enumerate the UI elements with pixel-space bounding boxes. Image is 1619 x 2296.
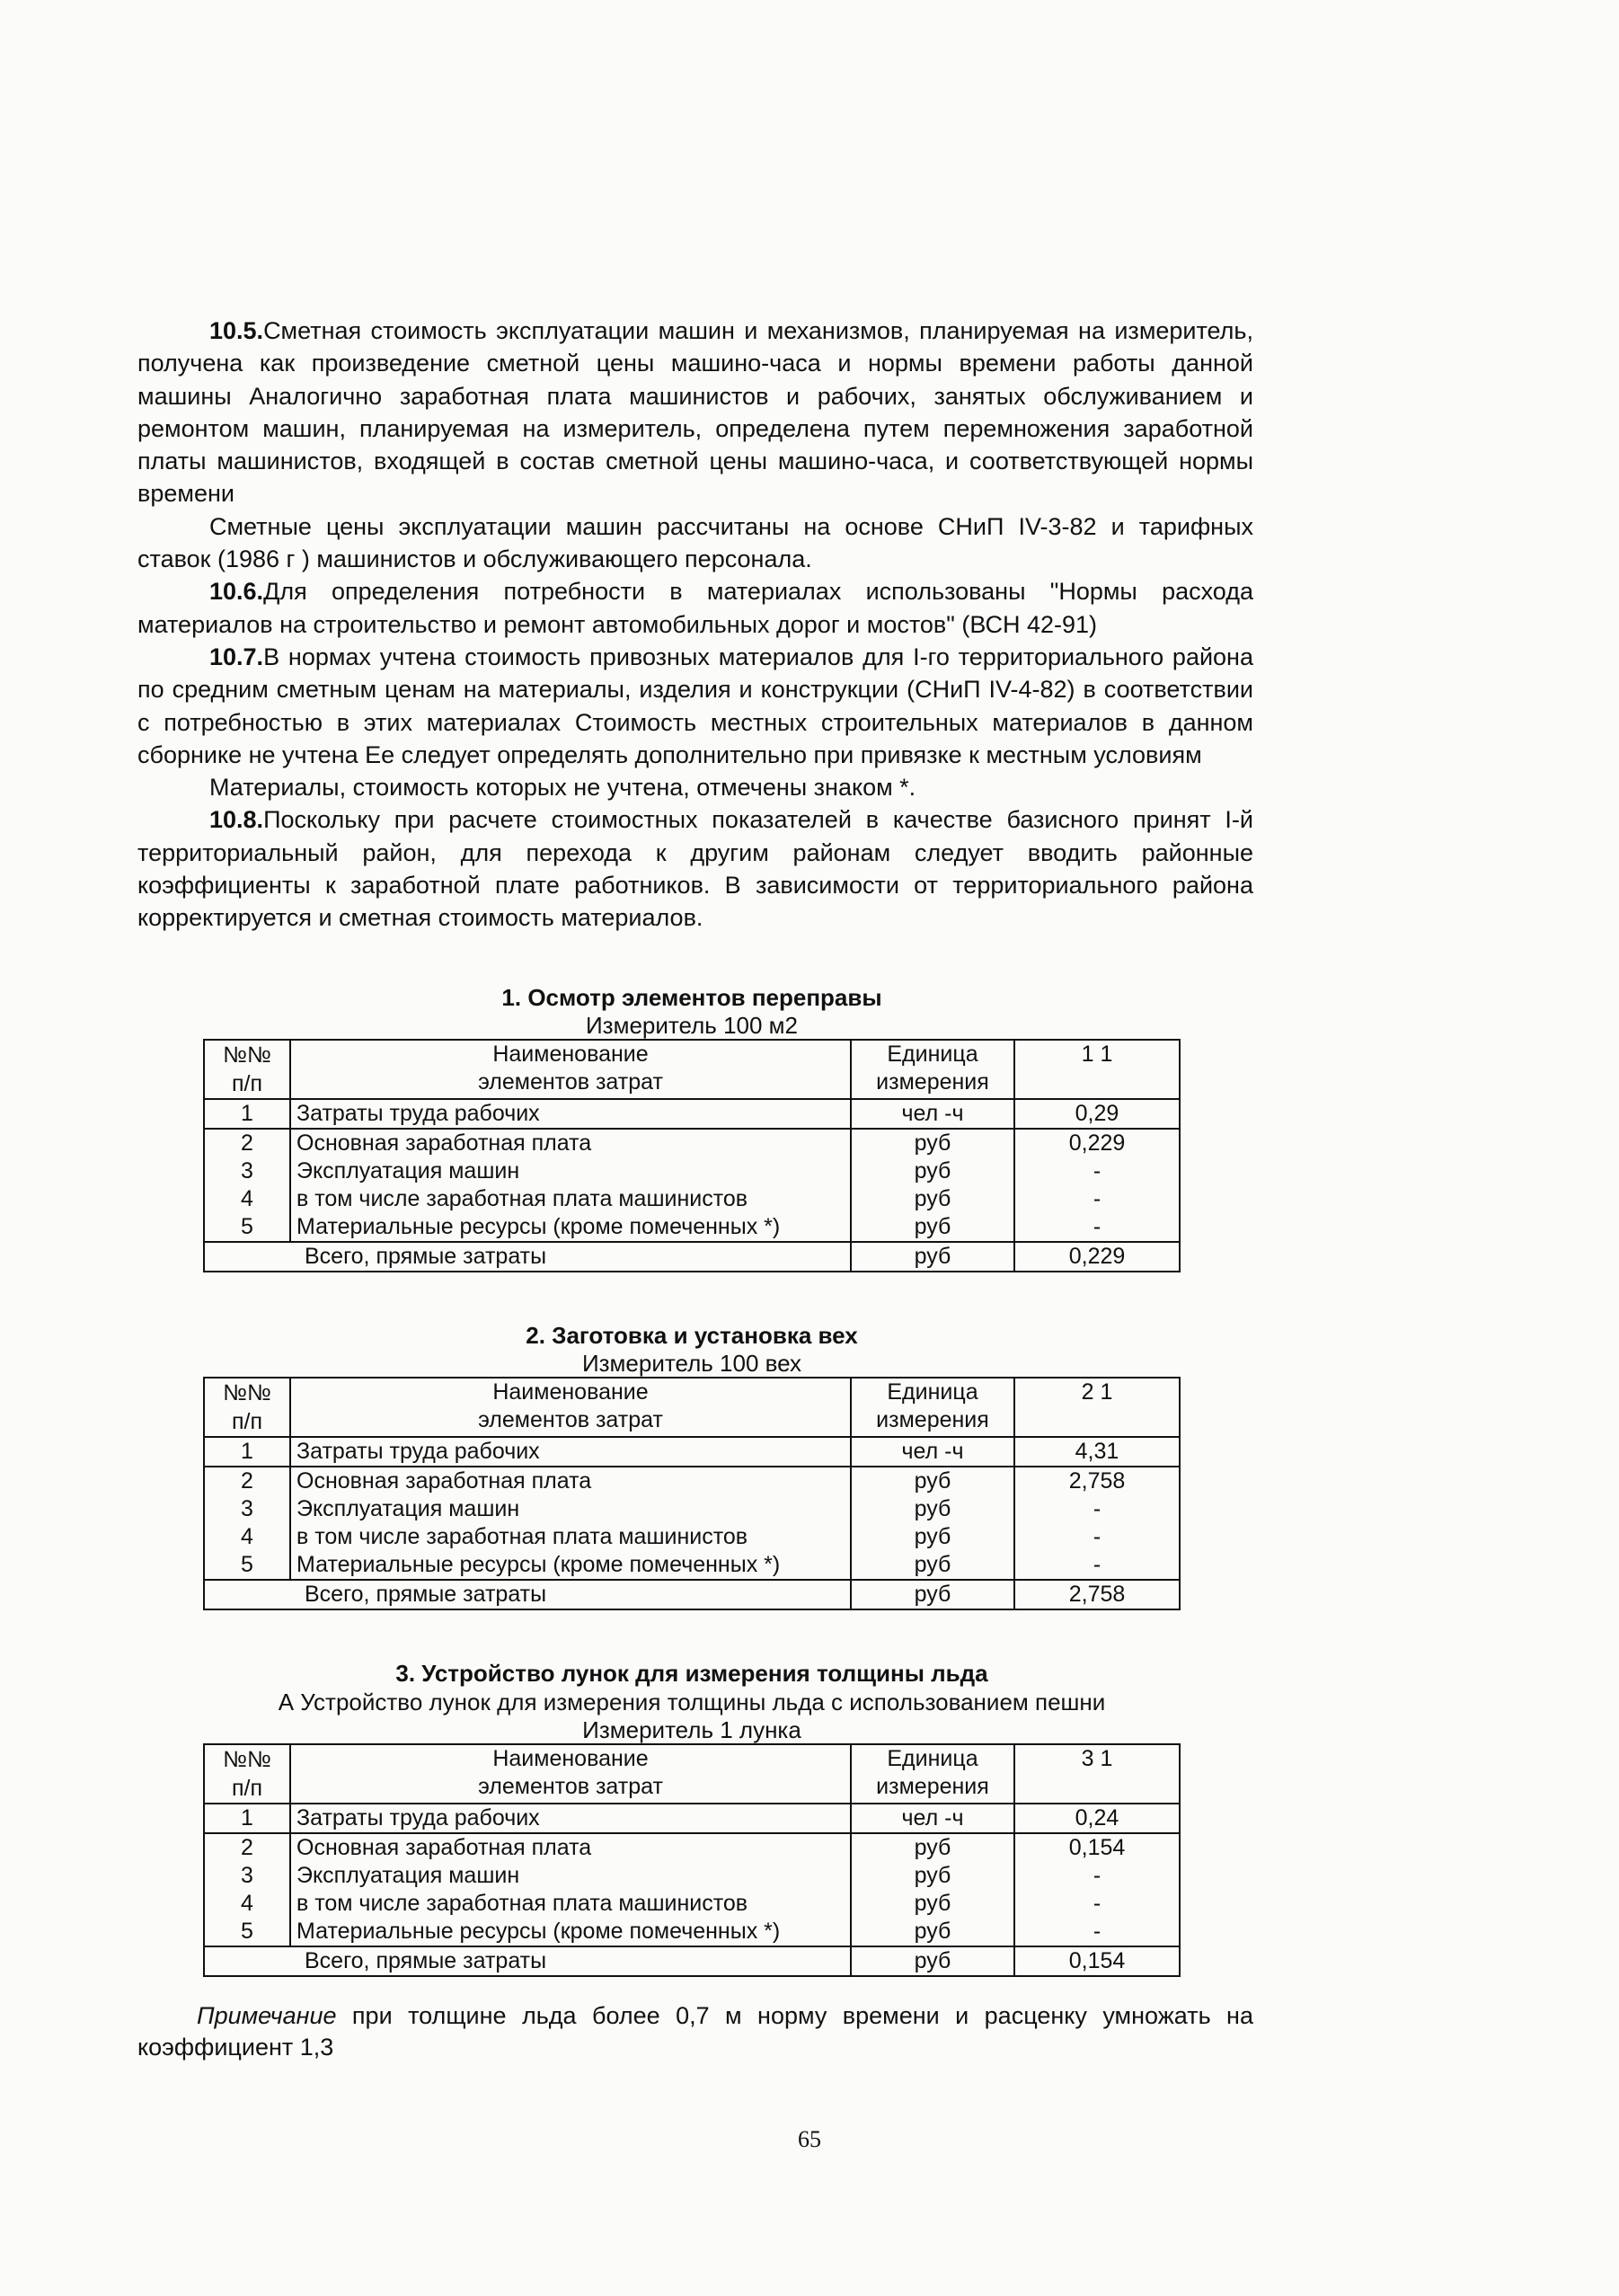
norm-code: 3 1 [1014,1744,1180,1804]
table-row: 4 в том числе заработная плата машинистов руб - [204,1185,1180,1213]
section-title: 1. Осмотр элементов переправы [501,984,882,1011]
table-row: 3 Эксплуатация машин руб - [204,1862,1180,1890]
table-row: 2 Основная заработная плата руб 0,229 [204,1129,1180,1157]
section-measure: Измеритель 1 лунка [582,1716,801,1743]
section-measure: Измеритель 100 вех [581,1350,802,1377]
norm-table-3 [203,1743,1181,1977]
norm-table-2 [203,1377,1181,1610]
table-row: 5 Материальные ресурсы (кроме помеченных *) руб - [204,1551,1180,1580]
section-2 [203,1321,1181,1610]
table-row: 2 Основная заработная плата руб 0,154 [204,1833,1180,1862]
section-measure: Измеритель 100 м2 [585,1012,799,1039]
page-number: 65 [798,2126,821,2152]
body-text [137,315,1253,935]
table-row: 5 Материальные ресурсы (кроме помеченных *) руб - [204,1213,1180,1242]
norm-table-1 [203,1039,1181,1272]
table-row: 4 в том числе заработная плата машинистов руб - [204,1523,1180,1551]
paragraph-10-7: 10.7.В нормах учтена стоимость привозных материалов для I-го территориального района по средним сметным ценам на материалы, изделия и конструкции (СНиП IV-4-82) в соответствии с потребностью в этих материалах Стоимость местных строительных материалов в данном сборнике не учтена Ее следует определять дополнительно при привязке к местным условиям [137,643,1253,768]
table-header-row: №№ п/п Наименование элементов затрат Единица измерения 1 1 [204,1040,1180,1099]
paragraph-materials-note: Материалы, стоимость которых не учтена, отмечены знаком *. [209,774,916,802]
paragraph-10-8: 10.8.Поскольку при расчете стоимостных показателей в качестве базисного принят I-й территориальный район, для перехода к другим районам следует вводить районные коэффициенты к заработной плате работников. В зависимости от территориального района корректируется и сметная стоимость материалов. [137,806,1253,932]
norm-code: 1 1 [1014,1040,1180,1099]
table-header-row: №№ п/п Наименование элементов затрат Единица измерения 2 1 [204,1378,1180,1437]
table-row: 3 Эксплуатация машин руб - [204,1495,1180,1523]
section-3 [203,1659,1181,1977]
table-total-row: Всего, прямые затраты руб 0,154 [204,1946,1180,1976]
table-row: 2 Основная заработная плата руб 2,758 [204,1467,1180,1495]
table-header-row: №№ п/п Наименование элементов затрат Единица измерения 3 1 [204,1744,1180,1804]
note-label: Примечание [197,2002,337,2029]
paragraph-tariffs: Сметные цены эксплуатации машин рассчитаны на основе СНиП IV-3-82 и тарифных ставок (1986 г ) машинистов и обслуживающего персонала. [137,512,1253,573]
section-title: 3. Устройство лунок для измерения толщины льда [395,1660,988,1687]
paragraph-number: 10.5. [209,317,264,344]
table-note [137,2000,1253,2063]
table-total-row: Всего, прямые затраты руб 2,758 [204,1580,1180,1609]
norm-code: 2 1 [1014,1378,1180,1437]
paragraph-number: 10.8. [209,806,264,834]
paragraph-10-5: 10.5.Сметная стоимость эксплуатации машин и механизмов, планируемая на измеритель, получена как произведение сметной цены машино-часа и нормы времени работы данной машины Аналогично заработная плата машинистов и рабочих, занятых обслуживанием и ремонтом машин, планируемая на измеритель, определена путем перемножения заработной платы машинистов, входящей в состав сметной цены машино-часа, и соответствующей нормы времени [137,317,1253,508]
section-1 [203,983,1181,1272]
section-subtitle: А Устройство лунок для измерения толщины льда с использованием пешни [278,1689,1106,1715]
paragraph-number: 10.6. [209,578,264,606]
table-total-row: Всего, прямые затраты руб 0,229 [204,1242,1180,1272]
note-text: при толщине льда более 0,7 м норму времени и расценку умножать на коэффициент 1,3 [137,2002,1253,2061]
paragraph-10-6: 10.6.Для определения потребности в материалах использованы "Нормы расхода материалов на строительство и ремонт автомобильных дорог и мостов" (ВСН 42-91) [137,578,1253,638]
table-row: 1 Затраты труда рабочих чел -ч 0,24 [204,1804,1180,1833]
table-row: 3 Эксплуатация машин руб - [204,1157,1180,1185]
table-row: 1 Затраты труда рабочих чел -ч 4,31 [204,1437,1180,1467]
section-title: 2. Заготовка и установка вех [526,1322,858,1349]
table-row: 4 в том числе заработная плата машинистов руб - [204,1890,1180,1918]
table-row: 5 Материальные ресурсы (кроме помеченных *) руб - [204,1918,1180,1946]
paragraph-number: 10.7. [209,643,264,670]
table-row: 1 Затраты труда рабочих чел -ч 0,29 [204,1099,1180,1129]
